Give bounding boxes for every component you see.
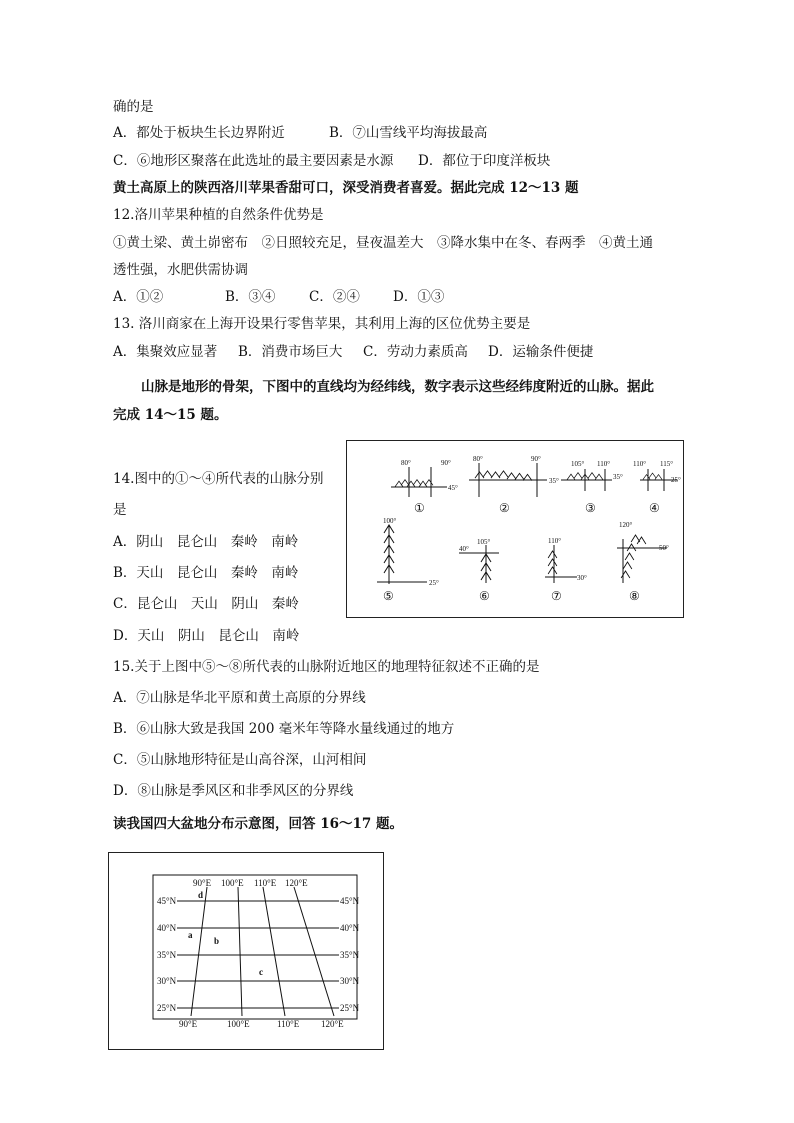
lon-line-110 (263, 887, 285, 1016)
q12-stem: 12.洛川苹果种植的自然条件优势是 (113, 207, 324, 223)
intro-12-13: 黄土高原上的陕西洛川苹果香甜可口，深受消费者喜爱。据此完成 12～13 题 (113, 180, 579, 196)
q14-option-c[interactable]: C．昆仑山 天山 阴山 秦岭 (113, 596, 299, 612)
q11-option-b[interactable]: B．⑦山雪线平均海拔最高 (329, 125, 488, 141)
q14-stem-line2: 是 (113, 502, 127, 518)
q11-options-row2 (113, 152, 550, 170)
q13-option-d[interactable]: D．运输条件便捷 (488, 344, 594, 360)
deg-label: 35° (549, 477, 559, 485)
q11-option-c[interactable]: C．⑥地形区聚落在此选址的最主要因素是水源 (113, 153, 394, 169)
lon-line-120 (294, 887, 334, 1016)
basin-label-b: b (214, 936, 220, 946)
circle-label-1: ① (414, 501, 425, 515)
bottom-lon-label: 100°E (227, 1019, 250, 1029)
q13-option-a[interactable]: A．集聚效应显著 (113, 344, 218, 360)
deg-label: 110° (548, 537, 562, 545)
circle-label-5: ⑤ (383, 589, 394, 603)
q15-option-a[interactable]: A．⑦山脉是华北平原和黄土高原的分界线 (113, 690, 366, 706)
right-lat-label: 25°N (340, 1003, 360, 1013)
right-lat-label: 30°N (340, 976, 360, 986)
deg-label: 100° (383, 517, 397, 525)
q15-option-b[interactable]: B．⑥山脉大致是我国 200 毫米年等降水量线通过的地方 (113, 721, 455, 737)
q15-option-d[interactable]: D．⑧山脉是季风区和非季风区的分界线 (113, 783, 354, 799)
left-lat-label: 40°N (157, 923, 177, 933)
q13-options (113, 343, 593, 361)
q15-stem: 15.关于上图中⑤～⑧所代表的山脉附近地区的地理特征叙述不正确的是 (113, 659, 540, 675)
q13-option-c[interactable]: C．劳动力素质高 (363, 344, 468, 360)
q11-option-d[interactable]: D．都位于印度洋板块 (418, 153, 551, 169)
deg-label: 40° (459, 545, 469, 553)
deg-label: 110° (597, 460, 611, 468)
basin-label-a: a (188, 930, 193, 940)
q12-statements-line1: ①黄土梁、黄土峁密布 ②日照较充足，昼夜温差大 ③降水集中在冬、春两季 ④黄土通 (113, 235, 653, 251)
q14-option-a[interactable]: A．阴山 昆仑山 秦岭 南岭 (113, 534, 299, 550)
q11-option-a[interactable]: A．都处于板块生长边界附近 (113, 125, 285, 141)
basin-label-c: c (259, 967, 263, 977)
bottom-lon-label: 120°E (321, 1019, 344, 1029)
circle-label-4: ④ (649, 501, 660, 515)
deg-label: 25° (671, 476, 681, 484)
q11-stem-tail: 确的是 (113, 99, 154, 115)
deg-label: 105° (571, 460, 585, 468)
q12-option-b[interactable]: B．③④ (225, 289, 276, 305)
q12-option-c[interactable]: C．②④ (309, 289, 360, 305)
top-lon-label: 90°E (193, 878, 212, 888)
q12-option-a[interactable]: A．①② (113, 289, 164, 305)
intro-14-15-line2: 完成 14～15 题。 (113, 407, 228, 423)
intro-16-17: 读我国四大盆地分布示意图，回答 16～17 题。 (113, 816, 403, 832)
q14-option-b[interactable]: B．天山 昆仑山 秦岭 南岭 (113, 565, 299, 581)
q14-stem-line1: 14.图中的①～④所代表的山脉分别 (113, 471, 324, 487)
top-lon-label: 120°E (285, 878, 308, 888)
right-lat-label: 35°N (340, 950, 360, 960)
left-lat-label: 35°N (157, 950, 177, 960)
right-lat-label: 45°N (340, 896, 360, 906)
circle-label-6: ⑥ (479, 589, 490, 603)
deg-label: 90° (531, 455, 541, 463)
intro-14-15-line1: 山脉是地形的骨架，下图中的直线均为经纬线，数字表示这些经纬度附近的山脉。据此 (141, 379, 654, 395)
basin-map-svg (109, 853, 385, 1051)
deg-label: 25° (429, 579, 439, 587)
q14-option-d[interactable]: D．天山 阴山 昆仑山 南岭 (113, 628, 300, 644)
q11-options-row1 (113, 124, 487, 142)
mountain-figure-svg (347, 441, 685, 619)
deg-label: 110° (633, 460, 647, 468)
left-lat-label: 25°N (157, 1003, 177, 1013)
q15-option-c[interactable]: C．⑤山脉地形特征是山高谷深，山河相间 (113, 752, 367, 768)
circle-label-3: ③ (585, 501, 596, 515)
deg-label: 90° (441, 459, 451, 467)
left-lat-label: 45°N (157, 896, 177, 906)
basin-map-figure (108, 852, 384, 1050)
deg-label: 50° (659, 544, 669, 552)
deg-label: 45° (448, 484, 458, 492)
circle-label-7: ⑦ (551, 589, 562, 603)
basin-label-d: d (198, 890, 204, 900)
bottom-lon-label: 110°E (277, 1019, 300, 1029)
map-frame (153, 875, 357, 1019)
lon-line-90 (191, 887, 207, 1016)
deg-label: 120° (619, 521, 633, 529)
bottom-lon-label: 90°E (179, 1019, 198, 1029)
deg-label: 115° (660, 460, 674, 468)
deg-label: 80° (401, 459, 411, 467)
circle-label-8: ⑧ (629, 589, 640, 603)
q12-options (113, 288, 444, 306)
circle-label-2: ② (499, 501, 510, 515)
top-lon-label: 100°E (221, 878, 244, 888)
deg-label: 35° (613, 473, 623, 481)
q13-stem: 13. 洛川商家在上海开设果行零售苹果，其利用上海的区位优势主要是 (113, 316, 531, 332)
deg-label: 105° (477, 538, 491, 546)
q12-option-d[interactable]: D．①③ (393, 289, 445, 305)
mountain-figure (346, 440, 684, 618)
deg-label: 30° (577, 574, 587, 582)
left-lat-label: 30°N (157, 976, 177, 986)
q12-statements-line2: 透性强，水肥供需协调 (113, 262, 248, 278)
top-lon-label: 110°E (254, 878, 277, 888)
right-lat-label: 40°N (340, 923, 360, 933)
deg-label: 80° (473, 455, 483, 463)
q13-option-b[interactable]: B．消费市场巨大 (238, 344, 343, 360)
lon-line-100 (238, 887, 242, 1016)
